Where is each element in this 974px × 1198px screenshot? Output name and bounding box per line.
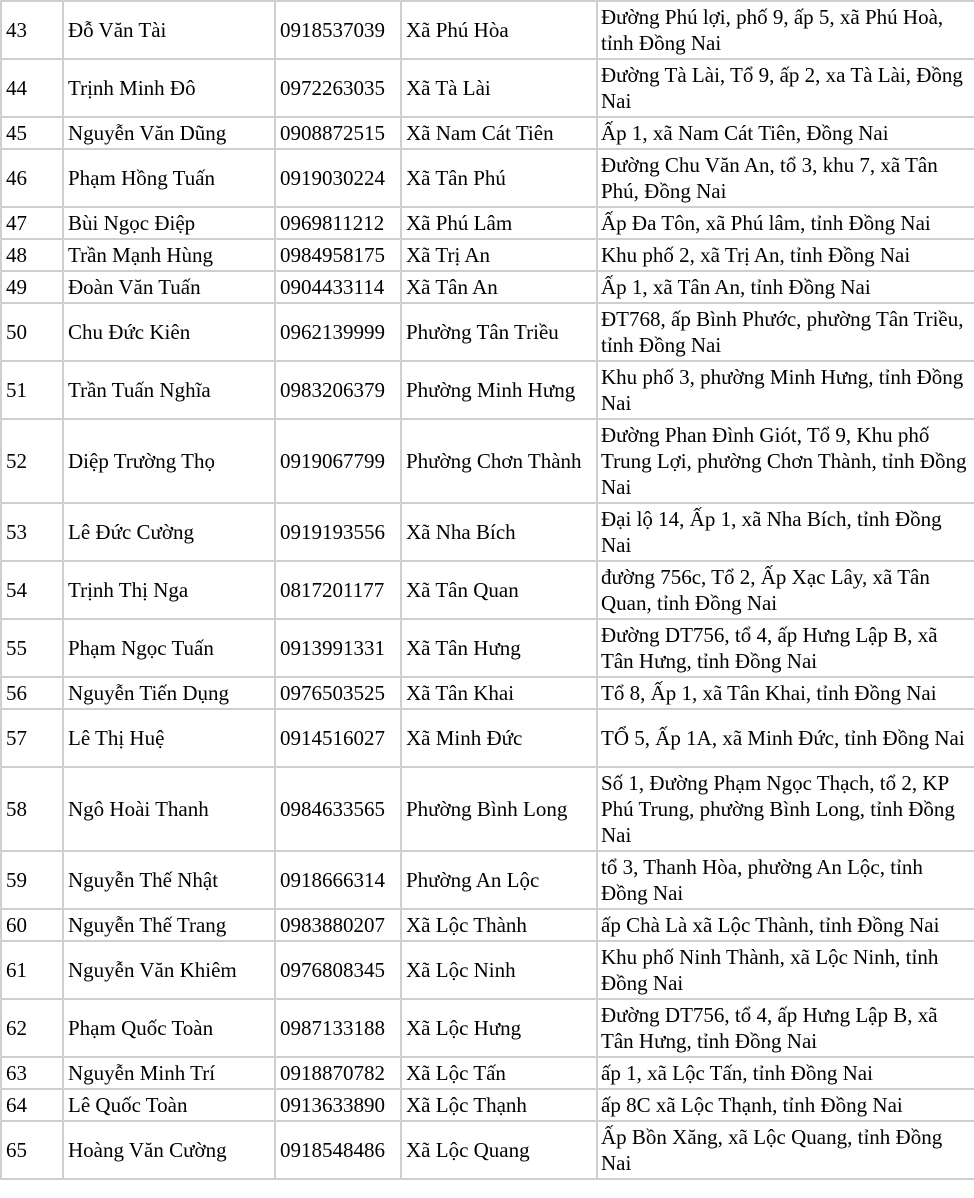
administrative-unit-cell: Xã Trị An xyxy=(401,239,597,271)
address-cell: Ấp Bồn Xăng, xã Lộc Quang, tỉnh Đồng Nai xyxy=(597,1121,974,1179)
phone-number-cell: 0919030224 xyxy=(275,149,401,207)
phone-number-cell: 0919193556 xyxy=(275,503,401,561)
row-number-cell: 64 xyxy=(1,1089,63,1121)
row-number-cell: 54 xyxy=(1,561,63,619)
address-cell: ấp 1, xã Lộc Tấn, tỉnh Đồng Nai xyxy=(597,1057,974,1089)
address-cell: Khu phố Ninh Thành, xã Lộc Ninh, tỉnh Đồng Nai xyxy=(597,941,974,999)
administrative-unit-cell: Xã Lộc Thành xyxy=(401,909,597,941)
administrative-unit-cell: Xã Tân An xyxy=(401,271,597,303)
administrative-unit-cell: Xã Tân Quan xyxy=(401,561,597,619)
table-row xyxy=(1,271,974,303)
table-row xyxy=(1,909,974,941)
address-cell: tổ 3, Thanh Hòa, phường An Lộc, tỉnh Đồng Nai xyxy=(597,851,974,909)
address-cell: Đường Tà Lài, Tổ 9, ấp 2, xa Tà Lài, Đồng Nai xyxy=(597,59,974,117)
administrative-unit-cell: Xã Minh Đức xyxy=(401,709,597,767)
row-number-cell: 43 xyxy=(1,1,63,59)
administrative-unit-cell: Xã Lộc Tấn xyxy=(401,1057,597,1089)
address-cell: Khu phố 3, phường Minh Hưng, tỉnh Đồng Nai xyxy=(597,361,974,419)
address-cell: Đường Phan Đình Giót, Tổ 9, Khu phố Trung Lợi, phường Chơn Thành, tỉnh Đồng Nai xyxy=(597,419,974,503)
address-cell: Đại lộ 14, Ấp 1, xã Nha Bích, tỉnh Đồng Nai xyxy=(597,503,974,561)
phone-number-cell: 0918870782 xyxy=(275,1057,401,1089)
administrative-unit-cell: Xã Nha Bích xyxy=(401,503,597,561)
person-name-cell: Phạm Quốc Toàn xyxy=(63,999,275,1057)
row-number-cell: 63 xyxy=(1,1057,63,1089)
administrative-unit-cell: Xã Tà Lài xyxy=(401,59,597,117)
table-row xyxy=(1,767,974,851)
person-name-cell: Chu Đức Kiên xyxy=(63,303,275,361)
phone-number-cell: 0913991331 xyxy=(275,619,401,677)
phone-number-cell: 0817201177 xyxy=(275,561,401,619)
phone-number-cell: 0962139999 xyxy=(275,303,401,361)
address-cell: Tổ 8, Ấp 1, xã Tân Khai, tỉnh Đồng Nai xyxy=(597,677,974,709)
address-cell: Đường DT756, tổ 4, ấp Hưng Lập B, xã Tân Hưng, tỉnh Đồng Nai xyxy=(597,619,974,677)
row-number-cell: 46 xyxy=(1,149,63,207)
address-cell: Đường Chu Văn An, tổ 3, khu 7, xã Tân Phú, Đồng Nai xyxy=(597,149,974,207)
row-number-cell: 47 xyxy=(1,207,63,239)
phone-number-cell: 0983880207 xyxy=(275,909,401,941)
row-number-cell: 48 xyxy=(1,239,63,271)
administrative-unit-cell: Xã Tân Khai xyxy=(401,677,597,709)
table-row xyxy=(1,239,974,271)
table-row xyxy=(1,117,974,149)
phone-number-cell: 0914516027 xyxy=(275,709,401,767)
table-body xyxy=(1,1,974,1179)
person-name-cell: Lê Đức Cường xyxy=(63,503,275,561)
person-name-cell: Phạm Hồng Tuấn xyxy=(63,149,275,207)
row-number-cell: 51 xyxy=(1,361,63,419)
person-name-cell: Nguyễn Văn Khiêm xyxy=(63,941,275,999)
administrative-unit-cell: Xã Lộc Ninh xyxy=(401,941,597,999)
administrative-unit-cell: Xã Lộc Quang xyxy=(401,1121,597,1179)
person-name-cell: Bùi Ngọc Điệp xyxy=(63,207,275,239)
address-cell: Khu phố 2, xã Trị An, tỉnh Đồng Nai xyxy=(597,239,974,271)
row-number-cell: 62 xyxy=(1,999,63,1057)
address-cell: Số 1, Đường Phạm Ngọc Thạch, tổ 2, KP Phú Trung, phường Bình Long, tỉnh Đồng Nai xyxy=(597,767,974,851)
phone-number-cell: 0987133188 xyxy=(275,999,401,1057)
person-name-cell: Nguyễn Văn Dũng xyxy=(63,117,275,149)
administrative-unit-cell: Phường Minh Hưng xyxy=(401,361,597,419)
person-name-cell: Nguyễn Minh Trí xyxy=(63,1057,275,1089)
phone-number-cell: 0904433114 xyxy=(275,271,401,303)
row-number-cell: 52 xyxy=(1,419,63,503)
address-cell: Ấp 1, xã Tân An, tỉnh Đồng Nai xyxy=(597,271,974,303)
administrative-unit-cell: Phường Tân Triều xyxy=(401,303,597,361)
administrative-unit-cell: Xã Phú Lâm xyxy=(401,207,597,239)
administrative-unit-cell: Xã Lộc Hưng xyxy=(401,999,597,1057)
person-name-cell: Lê Quốc Toàn xyxy=(63,1089,275,1121)
row-number-cell: 60 xyxy=(1,909,63,941)
phone-number-cell: 0984633565 xyxy=(275,767,401,851)
table-row xyxy=(1,1121,974,1179)
person-name-cell: Diệp Trường Thọ xyxy=(63,419,275,503)
row-number-cell: 55 xyxy=(1,619,63,677)
table-row xyxy=(1,303,974,361)
phone-number-cell: 0918666314 xyxy=(275,851,401,909)
row-number-cell: 61 xyxy=(1,941,63,999)
address-cell: Đường Phú lợi, phố 9, ấp 5, xã Phú Hoà, tỉnh Đồng Nai xyxy=(597,1,974,59)
phone-number-cell: 0983206379 xyxy=(275,361,401,419)
address-cell: TỔ 5, Ấp 1A, xã Minh Đức, tỉnh Đồng Nai xyxy=(597,709,974,767)
address-cell: đường 756c, Tổ 2, Ấp Xạc Lây, xã Tân Quan, tỉnh Đồng Nai xyxy=(597,561,974,619)
administrative-unit-cell: Xã Nam Cát Tiên xyxy=(401,117,597,149)
person-name-cell: Phạm Ngọc Tuấn xyxy=(63,619,275,677)
row-number-cell: 59 xyxy=(1,851,63,909)
administrative-unit-cell: Xã Lộc Thạnh xyxy=(401,1089,597,1121)
administrative-unit-cell: Phường An Lộc xyxy=(401,851,597,909)
phone-number-cell: 0984958175 xyxy=(275,239,401,271)
person-name-cell: Trần Mạnh Hùng xyxy=(63,239,275,271)
row-number-cell: 53 xyxy=(1,503,63,561)
table-row xyxy=(1,1089,974,1121)
phone-number-cell: 0976808345 xyxy=(275,941,401,999)
administrative-unit-cell: Xã Phú Hòa xyxy=(401,1,597,59)
row-number-cell: 50 xyxy=(1,303,63,361)
administrative-unit-cell: Xã Tân Phú xyxy=(401,149,597,207)
row-number-cell: 44 xyxy=(1,59,63,117)
person-name-cell: Ngô Hoài Thanh xyxy=(63,767,275,851)
administrative-unit-cell: Xã Tân Hưng xyxy=(401,619,597,677)
address-cell: ĐT768, ấp Bình Phước, phường Tân Triều, tỉnh Đồng Nai xyxy=(597,303,974,361)
row-number-cell: 56 xyxy=(1,677,63,709)
phone-number-cell: 0972263035 xyxy=(275,59,401,117)
phone-number-cell: 0919067799 xyxy=(275,419,401,503)
person-name-cell: Lê Thị Huệ xyxy=(63,709,275,767)
table-row xyxy=(1,619,974,677)
table-row xyxy=(1,149,974,207)
row-number-cell: 57 xyxy=(1,709,63,767)
address-cell: Ấp 1, xã Nam Cát Tiên, Đồng Nai xyxy=(597,117,974,149)
administrative-unit-cell: Phường Bình Long xyxy=(401,767,597,851)
phone-number-cell: 0918537039 xyxy=(275,1,401,59)
address-cell: ấp 8C xã Lộc Thạnh, tỉnh Đồng Nai xyxy=(597,1089,974,1121)
address-cell: Đường DT756, tổ 4, ấp Hưng Lập B, xã Tân Hưng, tỉnh Đồng Nai xyxy=(597,999,974,1057)
table-row xyxy=(1,1057,974,1089)
table-row xyxy=(1,419,974,503)
table-row xyxy=(1,561,974,619)
phone-number-cell: 0908872515 xyxy=(275,117,401,149)
row-number-cell: 58 xyxy=(1,767,63,851)
address-cell: ấp Chà Là xã Lộc Thành, tỉnh Đồng Nai xyxy=(597,909,974,941)
table-row xyxy=(1,709,974,767)
table-row xyxy=(1,361,974,419)
table-row xyxy=(1,851,974,909)
table-row xyxy=(1,941,974,999)
table-row xyxy=(1,207,974,239)
row-number-cell: 45 xyxy=(1,117,63,149)
table-row xyxy=(1,1,974,59)
row-number-cell: 65 xyxy=(1,1121,63,1179)
person-name-cell: Đỗ Văn Tài xyxy=(63,1,275,59)
phone-number-cell: 0969811212 xyxy=(275,207,401,239)
phone-number-cell: 0913633890 xyxy=(275,1089,401,1121)
person-name-cell: Trần Tuấn Nghĩa xyxy=(63,361,275,419)
row-number-cell: 49 xyxy=(1,271,63,303)
address-cell: Ấp Đa Tôn, xã Phú lâm, tỉnh Đồng Nai xyxy=(597,207,974,239)
person-name-cell: Nguyễn Thế Trang xyxy=(63,909,275,941)
administrative-unit-cell: Phường Chơn Thành xyxy=(401,419,597,503)
table-row xyxy=(1,999,974,1057)
phone-number-cell: 0918548486 xyxy=(275,1121,401,1179)
person-name-cell: Đoàn Văn Tuấn xyxy=(63,271,275,303)
person-name-cell: Hoàng Văn Cường xyxy=(63,1121,275,1179)
person-name-cell: Nguyễn Thế Nhật xyxy=(63,851,275,909)
phone-number-cell: 0976503525 xyxy=(275,677,401,709)
person-name-cell: Trịnh Thị Nga xyxy=(63,561,275,619)
table-row xyxy=(1,59,974,117)
table-row xyxy=(1,503,974,561)
table-row xyxy=(1,677,974,709)
person-name-cell: Trịnh Minh Đô xyxy=(63,59,275,117)
person-name-cell: Nguyễn Tiến Dụng xyxy=(63,677,275,709)
